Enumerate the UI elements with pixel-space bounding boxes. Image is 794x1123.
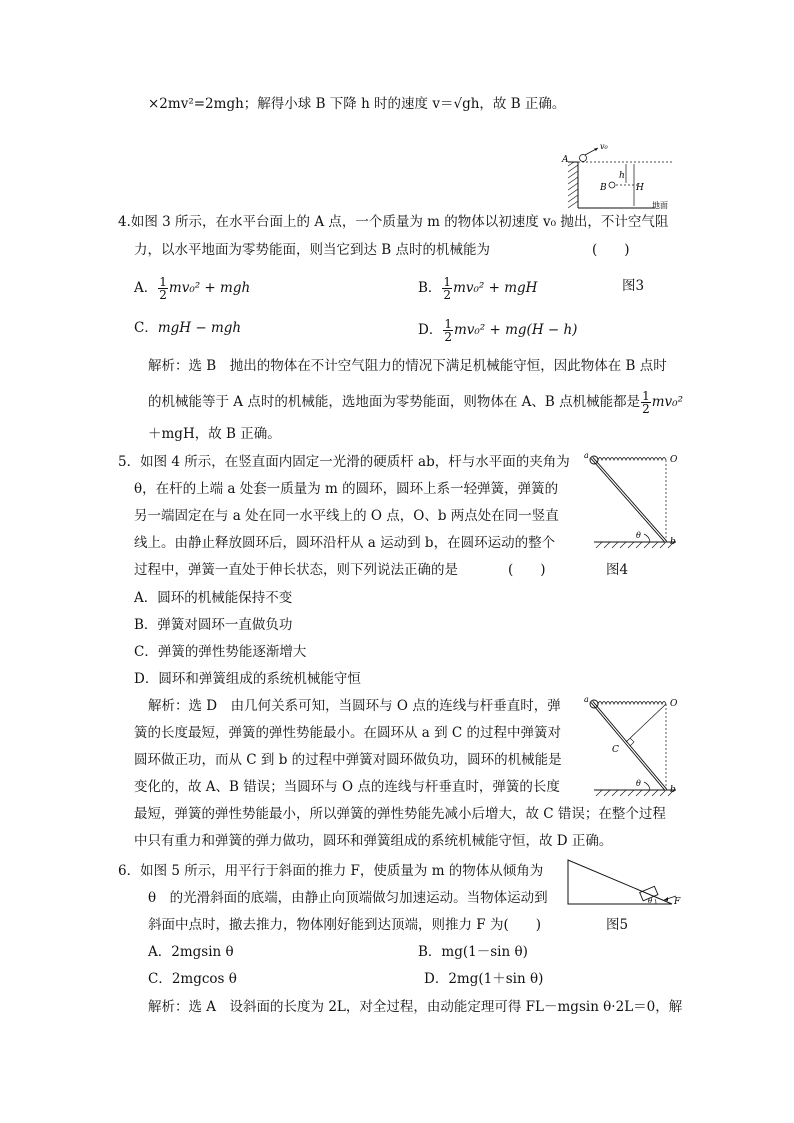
q4-option-b [418, 276, 537, 301]
fraction-half: $\frac{1}{2}$ [443, 275, 452, 302]
q5-option-a: A．圆环的机械能保持不变 [134, 590, 293, 606]
q5-stem-line-4: 线上。由静止释放圆环后，圆环沿杆从 a 运动到 b，在圆环运动的整个 [134, 535, 556, 551]
option-c-expr: mgH − mgh [157, 320, 242, 336]
fig4b-label-theta: θ [636, 779, 641, 788]
q5-stem-line-1: 5．如图 4 所示，在竖直面内固定一光滑的硬质杆 ab，杆与水平面的夹角为 [118, 454, 570, 470]
q4-analysis-line-2 [148, 390, 683, 415]
q5-stem-line-3: 另一端固定在与 a 处在同一水平线上的 O 点，O、b 两点处在同一竖直 [134, 508, 559, 524]
fig3-label-A: A [562, 155, 569, 165]
q5-analysis-line-5: 最短，弹簧的弹性势能最小，所以弹簧的弹性势能先减小后增大，故 C 错误；在整个过程 [134, 806, 666, 822]
q4-stem-line-1: 4.如图 3 所示，在水平台面上的 A 点，一个质量为 m 的物体以初速度 v₀ 抛出，不计空气阻 [118, 214, 669, 230]
option-c-label: C． [134, 320, 158, 336]
option-a-expr: mv₀² + mgh [168, 280, 251, 296]
figure-4-analysis-diagram [584, 690, 684, 800]
option-d-expr: mv₀² + mg(H − h) [453, 322, 578, 338]
fraction-half: $\frac{1}{2}$ [159, 275, 167, 302]
q4-analysis-line-2-text: 的机械能等于 A 点时的机械能，选地面为零势能面，则物体在 A、B 点机械能都是 [148, 394, 641, 410]
q5-analysis-line-1: 解析：选 D 由几何关系可知，当圆环与 O 点的连线与杆垂直时，弹 [148, 698, 561, 714]
q6-stem-line-1: 6．如图 5 所示，用平行于斜面的推力 F，使质量为 m 的物体从倾角为 [118, 863, 544, 879]
figure-5-diagram [564, 858, 684, 908]
q6-stem-line-2: θ 的光滑斜面的底端，由静止向顶端做匀加速运动。当物体运动到 [148, 890, 548, 906]
option-d-label: D． [418, 322, 443, 338]
q5-stem-line-2: θ，在杆的上端 a 处套一质量为 m 的圆环，圆环上系一轻弹簧，弹簧的 [134, 481, 559, 497]
option-b-expr: mv₀² + mgH [453, 280, 538, 296]
q5-stem-line-5: 过程中，弹簧一直处于伸长状态，则下列说法正确的是 [134, 562, 458, 578]
q5-analysis-line-6: 中只有重力和弹簧的弹力做功，圆环和弹簧组成的系统机械能守恒，故 D 正确。 [134, 833, 613, 849]
q5-option-d: D．圆环和弹簧组成的系统机械能守恒 [134, 671, 361, 687]
fraction-half: $\frac{1}{2}$ [444, 317, 452, 344]
fig3-label-B: B [600, 183, 607, 193]
q4-option-a [134, 276, 250, 301]
fig4-label-b: b [670, 537, 676, 547]
q6-option-d: D．2mg(1＋sin θ) [424, 971, 544, 987]
q4-stem-line-2: 力，以水平地面为零势能面，则当它到达 B 点时的机械能为 [134, 242, 491, 258]
q4-analysis-line-3: ＋mgH，故 B 正确。 [148, 426, 281, 442]
fig4-label-a: a [584, 451, 589, 460]
q6-option-a: A．2mgsin θ [148, 944, 234, 960]
q4-answer-bracket: ( ) [592, 242, 630, 258]
q5-analysis-line-4: 变化的，故 A、B 错误；当圆环与 O 点的连线与杆垂直时，弹簧的长度 [134, 779, 560, 795]
q6-analysis-line-1: 解析：选 A 设斜面的长度为 2L，对全过程，由动能定理可得 FL－mgsin θ·2L＝0，解 [148, 999, 683, 1015]
figure-3-caption: 图3 [622, 278, 645, 294]
fig5-label-F: F [674, 897, 681, 907]
fig5-label-theta: θ [648, 897, 653, 905]
fig4-label-O: O [670, 455, 678, 465]
fig4b-label-b: b [670, 785, 676, 795]
fig3-label-ground: 地面 [652, 201, 668, 210]
q5-analysis-line-2: 簧的长度最短，弹簧的弹性势能最小。在圆环从 a 到 C 的过程中弹簧对 [134, 725, 562, 741]
fig4b-label-a: a [584, 695, 589, 704]
q5-option-b: B．弹簧对圆环一直做负功 [134, 617, 293, 633]
q4-option-d [418, 318, 577, 343]
q5-analysis-line-3: 圆环做正功，而从 C 到 b 的过程中弹簧对圆环做负功，圆环的机械能是 [134, 752, 562, 768]
q6-stem-line-3: 斜面中点时，撤去推力，物体刚好能到达顶端，则推力 F 为( ) [148, 917, 541, 933]
q4-option-c [134, 318, 241, 338]
q5-answer-bracket: ( ) [508, 562, 546, 578]
figure-4-diagram [584, 448, 684, 552]
figure-5-caption: 图5 [606, 917, 629, 933]
figure-4-caption: 图4 [606, 562, 629, 578]
q6-option-b: B．mg(1－sin θ) [418, 944, 528, 960]
fraction-half: $\frac{1}{2}$ [642, 389, 650, 416]
fig3-label-v0: v₀ [600, 142, 608, 151]
fig4-label-theta: θ [636, 531, 641, 540]
q6-option-c: C．2mgcos θ [148, 971, 237, 987]
fig3-label-h: h [619, 171, 625, 181]
option-b-label: B． [418, 280, 442, 296]
figure-3-diagram [560, 140, 680, 212]
prev-answer-line: ×2mv²=2mgh；解得小球 B 下降 h 时的速度 v＝√gh，故 B 正确。 [148, 96, 566, 112]
fig4b-label-C: C [612, 745, 619, 755]
fig4b-label-O: O [670, 699, 678, 709]
option-a-label: A． [134, 280, 158, 296]
q5-option-c: C．弹簧的弹性势能逐渐增大 [134, 644, 307, 660]
fig3-label-H: H [636, 183, 644, 193]
q4-analysis-line-1: 解析：选 B 抛出的物体在不计空气阻力的情况下满足机械能守恒，因此物体在 B 点时 [148, 358, 667, 374]
q4-analysis-line-2-expr: mv₀² [651, 394, 683, 410]
